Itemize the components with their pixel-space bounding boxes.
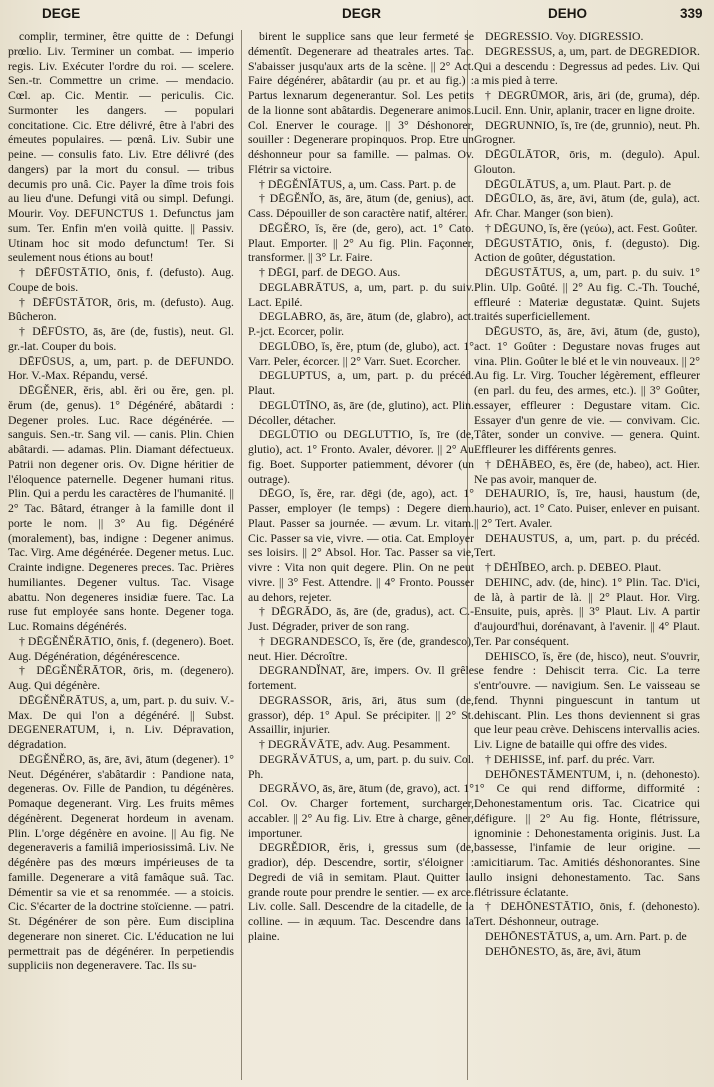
dictionary-entry: † DEHISSE, inf. parf. du préc. Varr.: [485, 752, 655, 766]
dictionary-entry: DĒGUSTO, ās, āre, āvi, ātum (de, gusto), act. 1° Goûter : Degustare novas fruges aut vina. Plin. Goûter le blé et le vin nouveaux. || 2° Au fig. Lr. Virg. Toucher légèrement, effleurer (en parl. du feu, des armes, etc.). || 3° Goûter, essayer, effleurer : Degustare vitam. Cic. Essayer d'un genre de vie. — convivam. Cic. Tâter, sonder un convive. — genera. Quint. Effleurer les différents genres.: [474, 325, 700, 456]
dictionary-entry: DEGRANDĬNAT, āre, impers. Ov. Il grêle fortement.: [248, 664, 474, 692]
dictionary-entry: † DEHŌNESTĀTIO, ōnis, f. (dehonesto). Tert. Déshonneur, outrage.: [474, 900, 700, 928]
dictionary-entry: DEGLUPTUS, a, um, part. p. du précéd. Plaut.: [248, 369, 474, 397]
dictionary-entry: DEGRĔDIOR, ĕris, i, gressus sum (de, gradior), dép. Descendre, sortir, s'éloigner : Degredi de viâ in semitam. Plaut. Quitter la grande route pour prendre le sentier. — ex arce. Liv. colle. Sall. Descendre de la citadelle, de la colline. — in æquum. Tac. Descendre dans la plaine.: [248, 841, 474, 943]
dictionary-entry: DEGLABRĀTUS, a, um, part. p. du suiv. Lact. Epilé.: [248, 280, 474, 309]
dictionary-entry: DEHISCO, ĭs, ĕre (de, hisco), neut. S'ouvrir, se fendre : Dehiscit terra. Cic. La terre s'entr'ouvre. — navigium. Sen. Le vaisseau se fend. Thynni pinguescunt in tantum ut dehiscant. Plin. Les thons deviennent si gras que leur peau crève. Dehiscens intervallis acies. Liv. Ligne de bataille qui offre des vides.: [474, 649, 700, 751]
dictionary-entry: DEHINC, adv. (de, hinc). 1° Plin. Tac. D'ici, de là, à partir de là. || 2° Plaut. Hor. Virg. Ensuite, puis, après. || 3° Plaut. Liv. A partir d'aujourd'hui, dorénavant, à l'avenir. || 4° Plaut. Ter. Par conséquent.: [474, 575, 700, 648]
dictionary-entry: DEGLŪTIO ou DEGLUTTIO, ĭs, īre (de, glutio), act. 1° Fronto. Avaler, dévorer. || 2° Au fig. Boet. Supporter patiemment, dévorer (un outrage).: [248, 428, 474, 486]
dictionary-entry: † DĒGĔNĔRĀTIO, ōnis, f. (degenero). Boet. Aug. Dégénération, dégénérescence.: [8, 634, 234, 663]
dictionary-entry: † DĒFŪSTO, ās, āre (de, fustis), neut. Gl. gr.-lat. Couper du bois.: [8, 325, 234, 353]
dictionary-entry: DEGRESSIO. Voy. DIGRESSIO.: [485, 30, 644, 43]
page-number: 339: [680, 6, 703, 21]
dictionary-entry: DEGLABRO, ās, āre, ātum (de, glabro), act. P.-jct. Ecorcer, polir.: [248, 310, 474, 338]
dictionary-entry: DEHŌNESTO, ās, āre, āvi, ātum: [485, 944, 641, 958]
dictionary-entry: DĒGO, ĭs, ĕre, rar. dēgi (de, ago), act. 1° Passer, employer (le temps) : Degere diem. Plaut. Passer sa journée. — ævum. Lr. vitam. Cic. Passer sa vie, vivre. — otia. Cat. Employer ses loisirs. || 2° Absol. Hor. Tac. Passer sa vie, vivre : Vita non quit degere. Plin. On ne peut vivre. || 3° Fest. Attendre. || 4° Fronto. Pousser au dehors, rejeter.: [248, 487, 474, 604]
dictionary-entry: DEGRUNNIO, ĭs, īre (de, grunnio), neut. Ph. Grogner.: [474, 118, 700, 147]
running-header: [0, 6, 714, 28]
dictionary-entry: DĒGŪLO, ās, āre, āvi, ātum (de, gula), act. Afr. Char. Manger (son bien).: [474, 192, 700, 220]
dictionary-entry: † DĒGI, parf. de DEGO. Aus.: [259, 266, 401, 279]
dictionary-entry: DĒFŪSUS, a, um, part. p. de DEFUNDO. Hor. V.-Max. Répandu, versé.: [8, 354, 234, 383]
dictionary-entry: DEHŌNESTĀMENTUM, i, n. (dehonesto). 1° Ce qui rend difforme, difformité : Dehonestamentum oris. Tac. Cicatrice qui défigure. || 2° Au fig. Honte, flétrissure, ignominie : Dehonestamenta originis. Just. La bassesse, l'infamie de leur origine. — amicitiarum. Tac. Amitiés déshonorantes. Sine ullo insigni dehonestamento. Tac. Sans flétrissure éclatante.: [474, 767, 700, 899]
dictionary-entry: DĒGĔRO, ĭs, ĕre (de, gero), act. 1° Cato. Plaut. Emporter. || 2° Au fig. Plin. Façonner, transformer. || 3° Lr. Faire.: [248, 221, 474, 265]
header-left-guideword: DEGE: [42, 6, 81, 21]
dictionary-entry: DEHAURIO, ĭs, īre, hausi, haustum (de, haurio), act. 1° Cato. Puiser, enlever en puisant. || 2° Tert. Avaler.: [474, 487, 700, 530]
dictionary-entry: † DĒGUNO, ĭs, ĕre (γεύω), act. Fest. Goûter.: [485, 221, 698, 235]
dictionary-entry: † DĒGĔNĔRĀTOR, ōris, m. (degenero). Aug. Qui dégénère.: [8, 664, 234, 692]
dictionary-entry: DEGRĂVĀTUS, a, um, part. p. du suiv. Col. Ph.: [248, 752, 474, 781]
column-divider: [241, 30, 242, 1080]
dictionary-entry: † DEGRANDESCO, ĭs, ĕre (de, grandesco), neut. Hier. Décroître.: [248, 634, 474, 663]
dictionary-entry: † DĒFŪSTĀTOR, ōris, m. (defusto). Aug. Bûcheron.: [8, 295, 234, 324]
dictionary-entry: † DĒFŪSTĀTIO, ōnis, f. (defusto). Aug. Coupe de bois.: [8, 266, 234, 294]
dictionary-entry: DĒGUSTĀTIO, ōnis, f. (degusto). Dig. Action de goûter, dégustation.: [474, 236, 700, 265]
dictionary-entry: † DĒHĀBEO, ēs, ĕre (de, habeo), act. Hier. Ne pas avoir, manquer de.: [474, 457, 700, 486]
dictionary-entry: DĒGĔNĔRĀTUS, a, um, part. p. du suiv. V.-Max. De qui l'on a dégénéré. || Subst. DEGENERATUM, i, n. Liv. Dépravation, dégradation.: [8, 693, 234, 751]
dictionary-entry: birent le supplice sans que leur fermeté se démentît. Degenerare ad theatrales artes. Tac. S'abaisser jusqu'aux arts de la scène. || 2° Act. Faire dégénérer, abâtardir (au pr. et au fig.) : Partus lexnarum degenerantur. Sol. Les petits de la lionne sont abâtardis. Degenerare animos. Col. Enerver le courage. || 3° Déshonorer, souiller : Degenerare propinquos. Prop. Etre un déshonneur pour sa famille. — palmas. Ov. Flétrir sa victoire.: [248, 30, 474, 176]
dictionary-entry: DEGLŪBO, ĭs, ĕre, ptum (de, glubo), act. 1° Varr. Peler, écorcer. || 2° Varr. Suet. Ecorcher.: [248, 339, 474, 368]
dictionary-entry: DEHŌNESTĀTUS, a, um. Arn. Part. p. de: [485, 929, 687, 943]
header-center-guideword: DEGR: [342, 6, 382, 21]
dictionary-entry: † DĒHĬBEO, arch. p. DEBEO. Plaut.: [485, 561, 662, 574]
dictionary-entry: † DĒGRĀDO, ās, āre (de, gradus), act. C.-Just. Dégrader, priver de son rang.: [248, 605, 474, 633]
dictionary-entry: † DEGRŪMOR, āris, āri (de, gruma), dép. Lucil. Enn. Unir, aplanir, tracer en ligne droite.: [474, 89, 700, 117]
dictionary-entry: DĒGĔNĔRO, ās, āre, āvi, ātum (degener). 1° Neut. Dégénérer, s'abâtardir : Pandione nata, degeneras. Ov. Fille de Pandion, tu dégénères. Pomaque degenerant. Virg. Les fruits mêmes dégénèrent. Degenerat hordeum in avenam. Plin. L'orge dégénère en avoine. || Au fig. Ne degeneraveris a familiâ imperiosissimâ. Liv. Ne dégénère pas des mœurs impérieuses de ta famille. Degenerare a vitâ famâque suâ. Tac. Démentir sa vie et sa renommée. — a stoicis. Cic. S'écarter de la doctrine stoïcienne. — patri. St. Dégénérer de son père. Eum disciplina degenerare non sineret. Cic. L'éducation ne lui permettrait pas de dégénérer. In perpetiendis suppliciis non degeneravere. Tac. Ils su-: [8, 752, 234, 973]
column-middle: [248, 30, 474, 1080]
dictionary-entry: DEHAUSTUS, a, um, part. p. du précéd. Tert.: [474, 531, 700, 560]
column-right: [474, 30, 700, 1080]
dictionary-entry: † DĒGĔNĬĀTUS, a, um. Cass. Part. p. de: [259, 177, 456, 191]
dictionary-entry: DEGRĂVO, ās, āre, ātum (de, gravo), act. 1° Col. Ov. Charger fortement, surcharger, accabler. || 2° Au fig. Liv. Etre à charge, gêner, importuner.: [248, 782, 474, 840]
dictionary-entry: † DEGRĂVĀTE, adv. Aug. Pesamment.: [259, 738, 451, 751]
dictionary-entry: DĒGŪLĀTOR, ōris, m. (degulo). Apul. Glouton.: [474, 148, 700, 176]
dictionary-entry: DEGRASSOR, āris, āri, ātus sum (de, grassor), dép. 1° Apul. Se précipiter. || 2° St. Assaillir, injurier.: [248, 693, 474, 737]
dictionary-entry: DĒGŪLĀTUS, a, um. Plaut. Part. p. de: [485, 177, 672, 191]
column-left: [8, 30, 234, 1080]
dictionary-entry: complir, terminer, être quitte de : Defungi prœlio. Liv. Terminer un combat. — imperio regis. Liv. Exécuter l'ordre du roi. — scelere. Sen.-tr. Commettre un crime. — mendacio. Cœl. ap. Cic. Mentir. — periculis. Cic. Surmonter les dangers. — populari concitatione. Cic. Etre délivré, être à l'abri des émeutes populaires. — pœnâ. Liv. Subir une peine. — consulis fato. Liv. Etre délivré (des dangers) par la mort du consul. — tribus decumis pro unâ. Cic. Payer la dîme trois fois au lieu d'une. Defungi vitâ ou simpl. Defungi. Mourir. Voy. DEFUNCTUS 1. Defunctus jam sum. Ter. Enfin m'en voilà quitte. || Passiv. Utinam hoc sit modo defunctum! Ter. Si seulement nous étions au bout!: [8, 30, 234, 265]
dictionary-entry: DĒGĚNER, ĕris, abl. ĕri ou ĕre, gen. pl. ĕrum (de, genus). 1° Dégénéré, abâtardi : Degener proles. Luc. Race dégénérée. — sanguis. Sen.-tr. Sang vil. — canis. Plin. Chien abâtardi. — adamas. Plin. Diamant défectueux. Patrii non degener oris. Ov. Digne héritier de l'éloquence paternelle. Degener humani ritus. Plin. Qui a perdu les caractères de l'humanité. || 2° Tac. Bâtard, étranger à la famille dont il porte le nom. || 3° Au fig. Dégénéré (moralement), bas, indigne : Degener animus. Tac. Virg. Ame dégénérée. Degener metus. Luc. Crainte indigne. Degeneres preces. Tac. Prières humiliantes. Degener vultus. Tac. Visage abattu. Non degeneres insidiæ fuere. Tac. La ruse fut employée sans honte. Degener toga. Luc. Romains dégénérés.: [8, 384, 234, 633]
dictionary-entry: DĒGUSTĀTUS, a, um, part. p. du suiv. 1° Plin. Ulp. Goûté. || 2° Au fig. C.-Th. Touché, effleuré : Materiæ degustatæ. Quint. Sujets traités superficiellement.: [474, 266, 700, 324]
header-right-guideword: DEHO: [548, 6, 588, 21]
dictionary-entry: † DĒGĔNĬO, ās, āre, ātum (de, genius), act. Cass. Dépouiller de son caractère natif, altérer.: [248, 192, 474, 220]
dictionary-entry: DEGRESSUS, a, um, part. de DEGREDIOR. Qui a descendu : Degressus ad pedes. Liv. Qui a mis pied à terre.: [474, 44, 700, 88]
dictionary-entry: DEGLŪTĪNO, ās, āre (de, glutino), act. Plin. Décoller, détacher.: [248, 398, 474, 427]
